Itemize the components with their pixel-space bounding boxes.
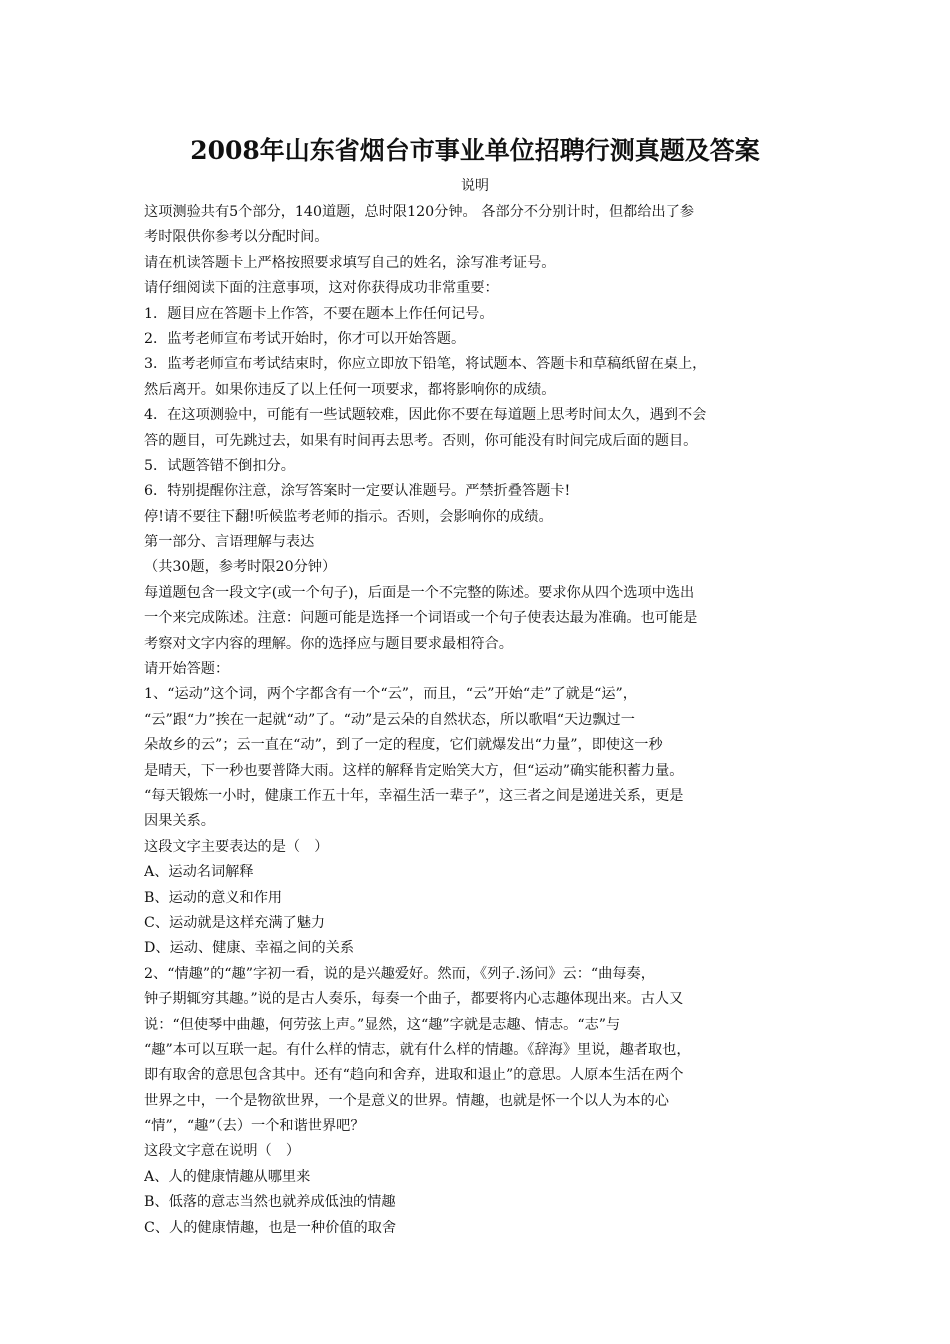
- document-body: [144, 200, 812, 1241]
- body-line: 6．特别提醒你注意，涂写答案时一定要认准题号。严禁折叠答题卡!: [144, 483, 571, 500]
- body-line: （共30题，参考时限20分钟）: [144, 559, 337, 576]
- body-line: 2．监考老师宣布考试开始时，你才可以开始答题。: [144, 330, 466, 347]
- body-line: 钟子期辄穷其趣。”说的是古人奏乐，每奏一个曲子，都要将内心志趣体现出来。古人又: [144, 991, 684, 1008]
- body-line: 停!请不要往下翻!听候监考老师的指示。否则，会影响你的成绩。: [144, 508, 553, 525]
- body-line: 请在机读答题卡上严格按照要求填写自己的姓名，涂写准考证号。: [144, 254, 556, 271]
- body-line: 朵故乡的云”；云一直在“动”，到了一定的程度，它们就爆发出“力量”，即使这一秒: [144, 737, 663, 754]
- body-line: 即有取舍的意思包含其中。还有“趋向和舍弃，进取和退止”的意思。人原本生活在两个: [144, 1067, 684, 1084]
- body-line: B、运动的意义和作用: [144, 889, 283, 906]
- body-line: C、人的健康情趣，也是一种价值的取舍: [144, 1219, 397, 1236]
- body-line: C、运动就是这样充满了魅力: [144, 914, 326, 931]
- body-line: 答的题目，可先跳过去，如果有时间再去思考。否则，你可能没有时间完成后面的题目。: [144, 432, 698, 449]
- document-title: 2008年山东省烟台市事业单位招聘行测真题及答案: [190, 136, 760, 165]
- body-line: 2、“情趣”的“趣”字初一看，说的是兴趣爱好。然而，《列子.汤问》云：“曲每奏，: [144, 965, 655, 982]
- body-line: 因果关系。: [144, 813, 215, 830]
- body-line: B、低落的意志当然也就养成低浊的情趣: [144, 1194, 396, 1211]
- body-line: “每天锻炼一小时，健康工作五十年，幸福生活一辈子”，这三者之间是递进关系，更是: [144, 787, 684, 804]
- body-line: 3．监考老师宣布考试结束时，你应立即放下铅笔，将试题本、答题卡和草稿纸留在桌上，: [144, 356, 707, 373]
- body-line: 这段文字意在说明（ ）: [144, 1143, 301, 1160]
- body-line: 5．试题答错不倒扣分。: [144, 457, 295, 474]
- body-line: 请仔细阅读下面的注意事项，这对你获得成功非常重要：: [144, 280, 499, 297]
- body-line: 4．在这项测验中，可能有一些试题较难，因此你不要在每道题上思考时间太久，遇到不会: [144, 407, 707, 424]
- body-line: 说：“但使琴中曲趣，何劳弦上声。”显然，这“趣”字就是志趣、情志。“志”与: [144, 1016, 621, 1033]
- body-line: 这项测验共有5个部分，140道题，总时限120分钟。 各部分不分别计时，但都给出了参: [144, 204, 695, 220]
- body-line: 是晴天，下一秒也要普降大雨。这样的解释肯定贻笑大方，但“运动”确实能积蓄力量。: [144, 762, 684, 779]
- body-line: 1、“运动”这个词，两个字都含有一个“云”，而且，“云”开始“走”了就是“运”，: [144, 686, 637, 703]
- body-line: 请开始答题：: [144, 661, 230, 678]
- body-line: 这段文字主要表达的是（ ）: [144, 838, 329, 855]
- body-line: 第一部分、言语理解与表达: [144, 534, 315, 551]
- body-line: 然后离开。如果你违反了以上任何一项要求，都将影响你的成绩。: [144, 381, 556, 398]
- body-line: 世界之中，一个是物欲世界，一个是意义的世界。情趣，也就是怀一个以人为本的心: [144, 1092, 669, 1109]
- document-subtitle: 说明: [461, 178, 489, 194]
- body-line: “情”，“趣”（去）一个和谐世界吧？: [144, 1118, 365, 1135]
- body-line: A、运动名词解释: [144, 864, 254, 881]
- body-line: A、人的健康情趣从哪里来: [144, 1168, 311, 1185]
- body-line: “云”跟“力”挨在一起就“动”了。“动”是云朵的自然状态，所以歌唱“天边飘过一: [144, 711, 635, 728]
- body-line: 考时限供你参考以分配时间。: [144, 229, 329, 246]
- body-line: 考察对文字内容的理解。你的选择应与题目要求最相符合。: [144, 635, 513, 652]
- body-line: D、运动、健康、幸福之间的关系: [144, 940, 355, 957]
- body-line: 每道题包含一段文字(或一个句子)，后面是一个不完整的陈述。要求你从四个选项中选出: [144, 584, 695, 601]
- body-line: “趣”本可以互联一起。有什么样的情志，就有什么样的情趣。《辞海》里说，趣者取也，: [144, 1041, 691, 1058]
- body-line: 一个来完成陈述。注意：问题可能是选择一个词语或一个句子使表达最为准确。也可能是: [144, 610, 698, 627]
- body-line: 1．题目应在答题卡上作答，不要在题本上作任何记号。: [144, 305, 494, 322]
